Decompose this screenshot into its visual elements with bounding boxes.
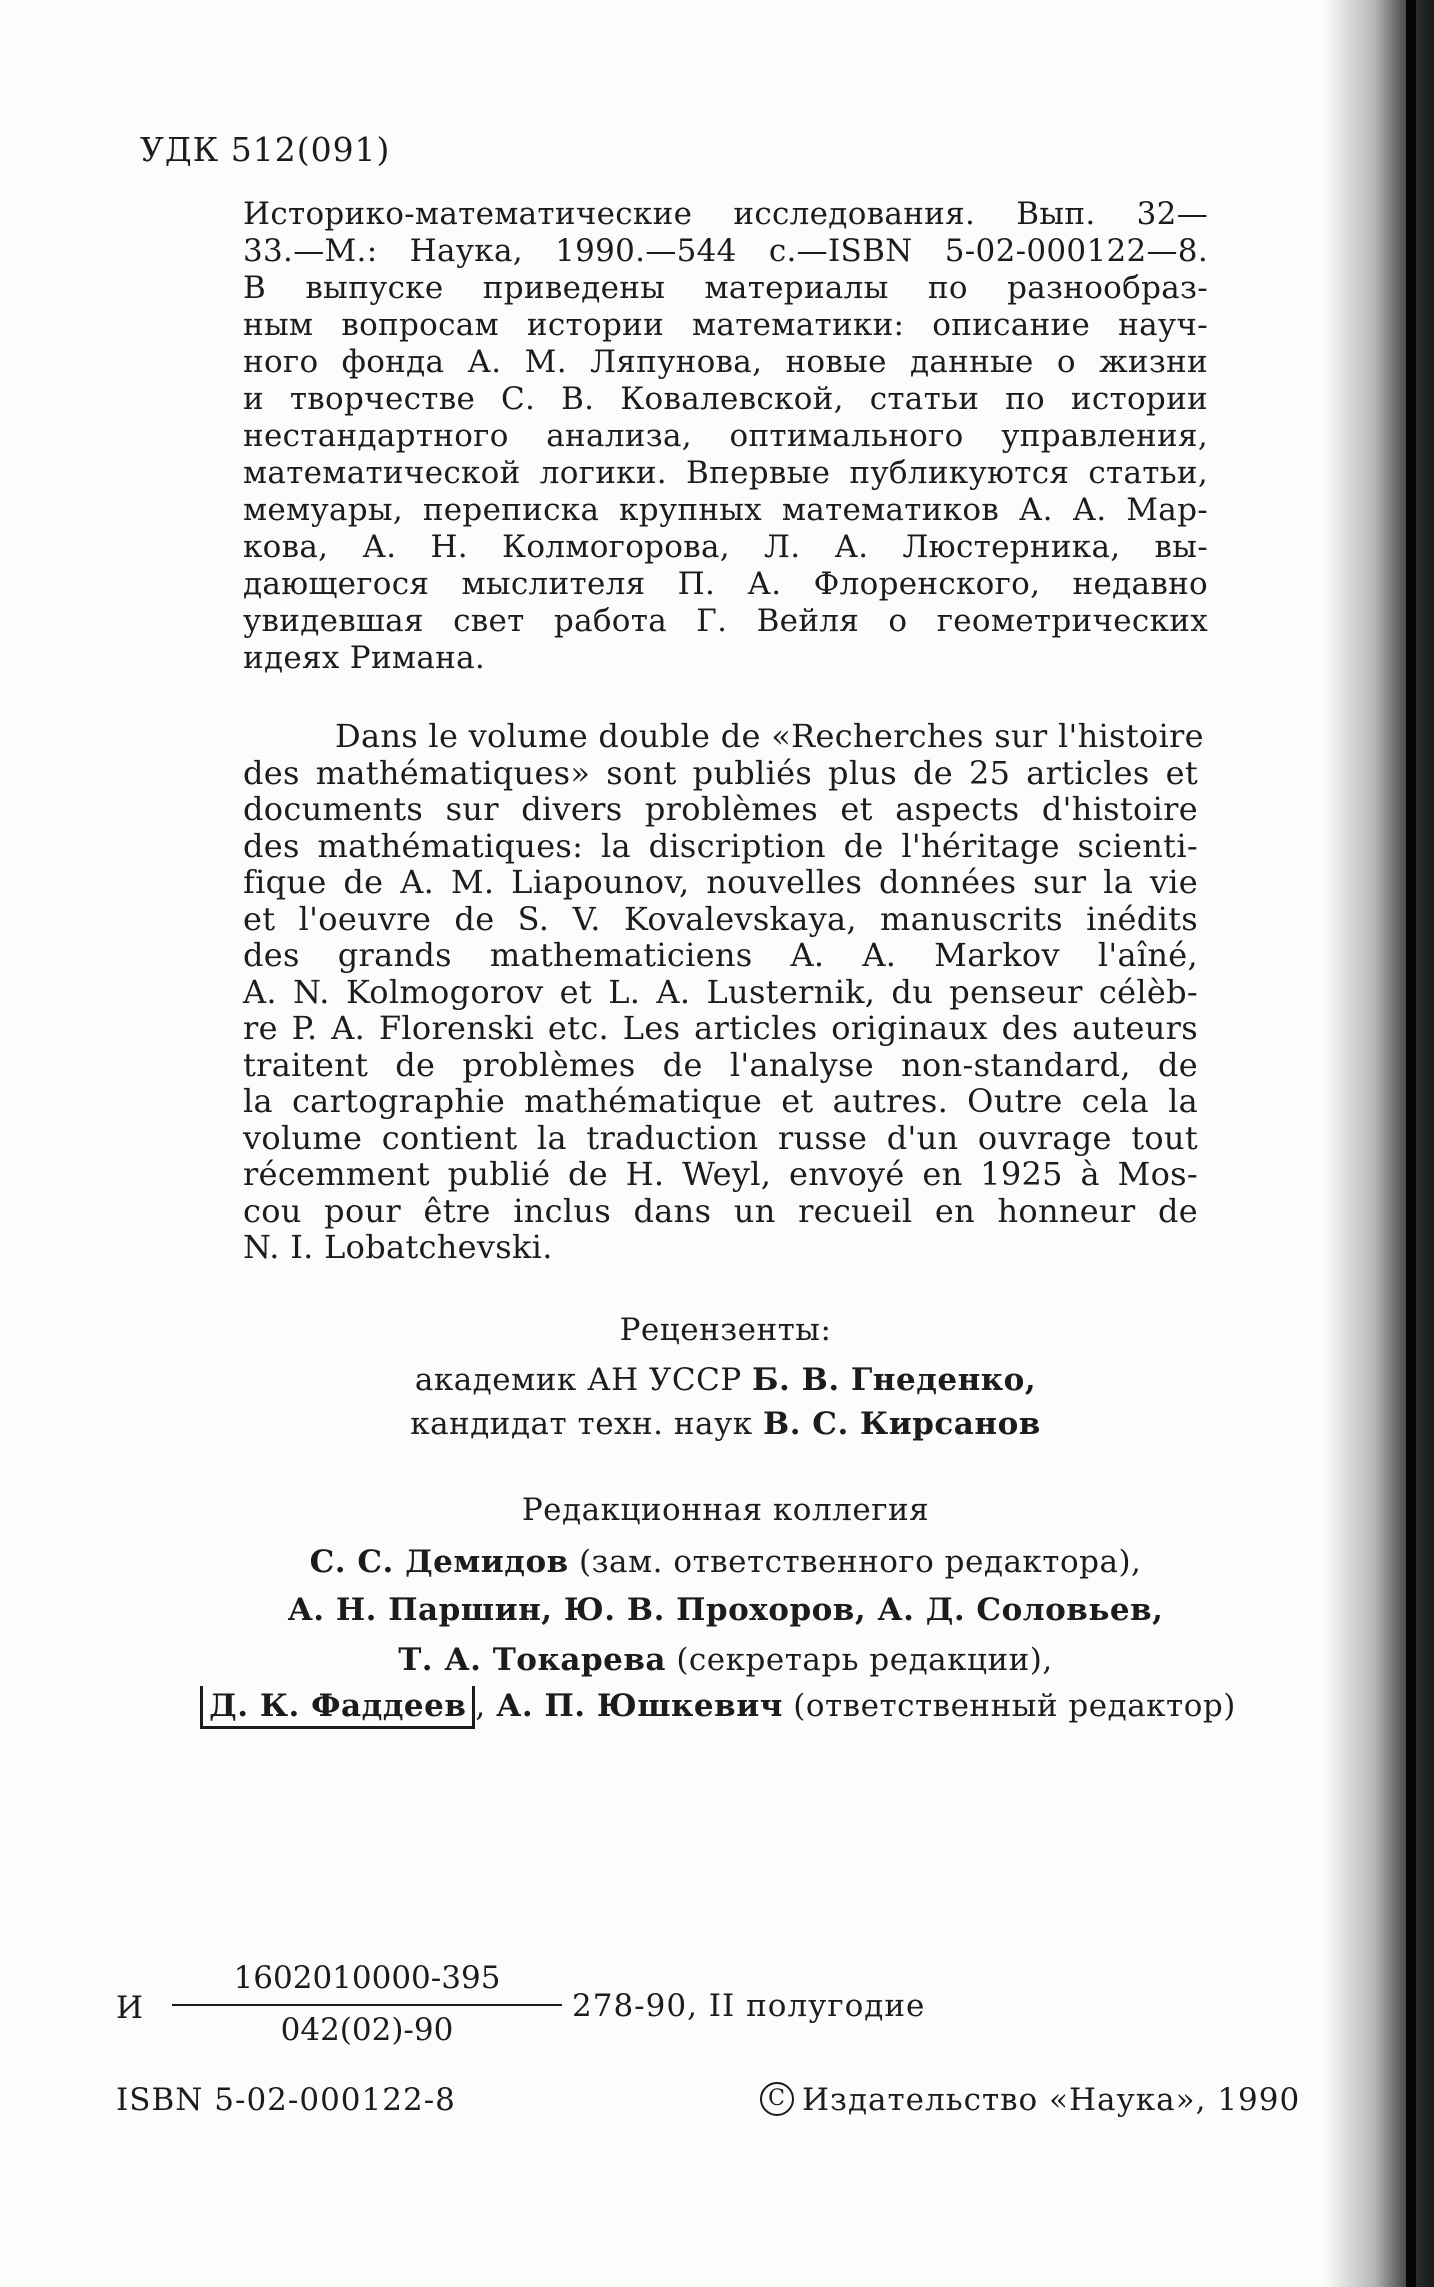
udk-code: УДК 512(091) [140, 130, 391, 169]
fr-abstract-line: A. N. Kolmogorov et L. A. Lusternik, du penseur célèb- [243, 972, 1198, 1011]
ru-abstract-line: В выпуске приведены материалы по разнообраз- [243, 270, 1208, 306]
fr-abstract-line: des mathématiques» sont publiés plus de 25 articles et [243, 753, 1198, 792]
editorial-heading: Редакционная коллегия [521, 1492, 930, 1528]
reviewer-1-name: Б. В. Гнеденко, [752, 1362, 1037, 1398]
editorial-line-1 [243, 1544, 1208, 1580]
ru-abstract-line: и творчестве С. В. Ковалевской, статьи по истории [243, 381, 1208, 417]
editor-faddeev-memorial-box: Д. К. Фаддеев [200, 1686, 475, 1729]
fr-abstract-line: cou pour être inclus dans un recueil en honneur de [243, 1191, 1198, 1230]
ru-abstract-line: идеях Римана. [243, 640, 486, 676]
index-denominator: 042(02)-90 [280, 2012, 454, 2048]
binding-shadow [1324, 0, 1434, 2287]
fr-abstract-line: récemment publié de H. Weyl, envoyé en 1925 à Mos- [243, 1155, 1198, 1193]
fr-abstract-line: des grands mathematiciens A. A. Markov l'aîné, [243, 936, 1198, 974]
reviewers-heading: Рецензенты: [619, 1312, 832, 1348]
fr-abstract-line: des mathématiques: la discription de l'héritage scienti- [243, 826, 1198, 865]
russian-abstract [243, 196, 1208, 677]
editor-tokareva-role: (секретарь редакции), [676, 1642, 1053, 1678]
index-letter: И [116, 1990, 144, 2026]
editorial-line-4: Д. К. Фаддеев , А. П. Юшкевич (ответственный редактор) [198, 1686, 1238, 1729]
fraction-bar [172, 2004, 562, 2006]
editorial-line-3 [243, 1642, 1208, 1678]
reviewer-2-title: кандидат техн. наук [410, 1406, 753, 1442]
ru-abstract-line: мемуары, переписка крупных математиков А. А. Мар- [243, 492, 1208, 528]
ru-abstract-line: нестандартного анализа, оптимального управления, [243, 418, 1208, 454]
editor-demidov-role: (зам. ответственного редактора), [579, 1544, 1142, 1580]
ru-abstract-line: 33.—М.: Наука, 1990.—544 с.—ISBN 5-02-000122—8. [243, 233, 1208, 269]
editorial-line-2: А. Н. Паршин, Ю. В. Прохоров, А. Д. Соловьев, [287, 1592, 1164, 1628]
ru-abstract-line: математической логики. Впервые публикуются статьи, [243, 455, 1208, 491]
editor-tokareva: Т. А. Токарева [398, 1642, 666, 1678]
ru-abstract-line: Историко-математические исследования. Вып. 32— [243, 196, 1208, 232]
fr-abstract-line: et l'oeuvre de S. V. Kovalevskaya, manuscrits inédits [243, 899, 1198, 938]
editor-demidov: С. С. Демидов [309, 1544, 569, 1580]
ru-abstract-line: ным вопросам истории математики: описание науч- [243, 307, 1208, 343]
fr-abstract-line: Dans le volume double de «Recherches sur l'histoire [335, 717, 1204, 755]
fr-abstract-line: fique de A. M. Liapounov, nouvelles données sur la vie [243, 863, 1198, 901]
french-abstract [243, 717, 1204, 1266]
reviewer-2-name: В. С. Кирсанов [763, 1406, 1041, 1442]
copyright-icon: C [760, 2082, 794, 2116]
reviewer-line-2 [243, 1406, 1208, 1442]
ru-abstract-line: ного фонда А. М. Ляпунова, новые данные о жизни [243, 344, 1208, 380]
ru-abstract-line: дающегося мыслителя П. А. Флоренского, недавно [243, 566, 1208, 602]
fr-abstract-line: documents sur divers problèmes et aspects d'histoire [243, 790, 1198, 828]
copyright-text: Издательство «Наука», 1990 [802, 2082, 1301, 2118]
reviewer-1-title: академик АН УССР [414, 1362, 742, 1398]
ru-abstract-line: кова, А. Н. Колмогорова, Л. А. Люстерника, вы- [243, 529, 1208, 565]
index-plan-info: 278-90, II полугодие [572, 1988, 926, 2024]
editor-yushkevich: А. П. Юшкевич [496, 1688, 783, 1724]
isbn: ISBN 5-02-000122-8 [116, 2082, 456, 2118]
reviewer-line-1 [243, 1362, 1208, 1398]
fr-abstract-line: volume contient la traduction russe d'un ouvrage tout [243, 1118, 1198, 1157]
fr-abstract-line: re P. A. Florenski etc. Les articles originaux des auteurs [243, 1009, 1198, 1047]
index-numerator: 1602010000-395 [233, 1960, 501, 1996]
fr-abstract-line: la cartographie mathématique et autres. Outre cela la [243, 1082, 1198, 1120]
fr-abstract-line: traitent de problèmes de l'analyse non-standard, de [243, 1045, 1198, 1084]
editor-yushkevich-role: (ответственный редактор) [793, 1688, 1236, 1724]
binding-edge [1406, 0, 1416, 2287]
ru-abstract-line: увидевшая свет работа Г. Вейля о геометрических [243, 603, 1208, 639]
fr-abstract-line: N. I. Lobatchevski. [243, 1228, 553, 1266]
copyright [760, 2082, 1300, 2119]
